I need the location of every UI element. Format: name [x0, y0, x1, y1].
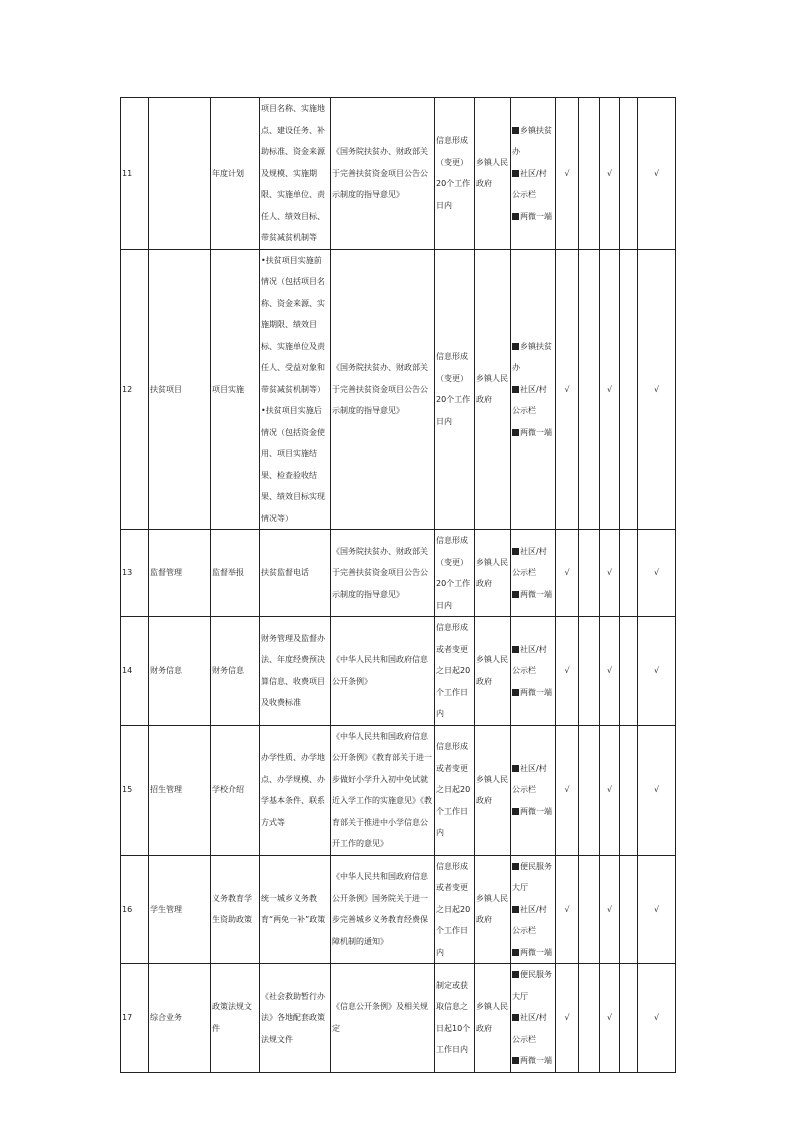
disclosure-subject: 乡镇人民政府 [475, 530, 511, 617]
square-bullet-icon [512, 386, 519, 393]
category-secondary: 项目实施 [211, 249, 260, 530]
category-primary: 综合业务 [149, 964, 211, 1073]
category-secondary: 监督举报 [211, 530, 260, 617]
channel-item: 社区/村公示栏 [512, 168, 547, 199]
channel-item: 两微一端 [512, 206, 554, 228]
check-cell: √ [556, 855, 579, 964]
check-cell [579, 530, 600, 617]
disclosure-basis: 《国务院扶贫办、财政部关于完善扶贫资金项目公告公示制度的指导意见》 [331, 249, 435, 530]
square-bullet-icon [512, 808, 519, 815]
disclosure-basis: 《中华人民共和国政府信息公开条例》 [331, 617, 435, 726]
disclosure-subject: 乡镇人民政府 [475, 249, 511, 530]
disclosure-channel [511, 725, 556, 855]
check-cell: √ [600, 249, 620, 530]
channel-item: 两微一端 [512, 801, 554, 823]
disclosure-subject: 乡镇人民政府 [475, 964, 511, 1073]
check-cell: √ [556, 964, 579, 1073]
check-cell: √ [600, 530, 620, 617]
check-cell [620, 964, 638, 1073]
table-row [121, 530, 676, 617]
category-primary: 扶贫项目 [149, 249, 211, 530]
check-cell [579, 964, 600, 1073]
table-row [121, 98, 676, 250]
check-cell [620, 98, 638, 250]
category-secondary: 政策法规文件 [211, 964, 260, 1073]
check-cell: √ [600, 964, 620, 1073]
check-cell: √ [638, 530, 676, 617]
disclosure-content: 统一城乡义务教育“两免一补”政策 [260, 855, 331, 964]
check-cell: √ [556, 249, 579, 530]
disclosure-basis: 《信息公开条例》及相关规定 [331, 964, 435, 1073]
square-bullet-icon [512, 949, 519, 956]
square-bullet-icon [512, 863, 519, 870]
square-bullet-icon [512, 213, 519, 220]
table-row [121, 617, 676, 726]
square-bullet-icon [512, 646, 519, 653]
disclosure-basis: 《国务院扶贫办、财政部关于完善扶贫资金项目公告公示制度的指导意见》 [331, 530, 435, 617]
square-bullet-icon [512, 343, 519, 350]
row-number: 14 [121, 617, 149, 726]
check-cell [579, 725, 600, 855]
disclosure-channel [511, 855, 556, 964]
disclosure-channel [511, 249, 556, 530]
category-secondary: 义务教育学生资助政策 [211, 855, 260, 964]
channel-item: 便民服务大厅 [512, 861, 552, 892]
channel-item: 两微一端 [512, 422, 554, 444]
channel-item: 两微一端 [512, 584, 554, 606]
row-number: 12 [121, 249, 149, 530]
channel-item: 两微一端 [512, 942, 554, 964]
table-row [121, 249, 676, 530]
row-number: 11 [121, 98, 149, 250]
square-bullet-icon [512, 548, 519, 555]
channel-item: 社区/村公示栏 [512, 546, 547, 578]
check-cell: √ [556, 617, 579, 726]
category-primary: 财务信息 [149, 617, 211, 726]
channel-item: 社区/村公示栏 [512, 644, 547, 675]
square-bullet-icon [512, 429, 519, 436]
check-cell: √ [638, 855, 676, 964]
table-row [121, 964, 676, 1073]
check-cell: √ [556, 530, 579, 617]
square-bullet-icon [512, 170, 519, 177]
channel-item: 乡镇扶贫办 [512, 125, 552, 156]
square-bullet-icon [512, 765, 519, 772]
check-cell: √ [600, 725, 620, 855]
check-cell: √ [556, 725, 579, 855]
disclosure-subject: 乡镇人民政府 [475, 617, 511, 726]
check-cell: √ [638, 964, 676, 1073]
disclosure-time: 信息形成（变更）20个工作日内 [435, 249, 475, 530]
check-cell [579, 855, 600, 964]
check-cell: √ [600, 855, 620, 964]
check-cell [620, 855, 638, 964]
check-cell: √ [600, 617, 620, 726]
check-cell: √ [638, 725, 676, 855]
disclosure-channel [511, 964, 556, 1073]
disclosure-content: 项目名称、实施地点、建设任务、补助标准、资金来源及规模、实施期限、实施单位、责任人、绩效目标、带贫减贫机制等 [260, 98, 331, 250]
category-secondary: 年度计划 [211, 98, 260, 250]
table-row [121, 855, 676, 964]
disclosure-content: 办学性质、办学地点、办学规模、办学基本条件、联系方式等 [260, 725, 331, 855]
category-primary: 学生管理 [149, 855, 211, 964]
category-secondary: 学校介绍 [211, 725, 260, 855]
disclosure-channel [511, 530, 556, 617]
check-cell [620, 617, 638, 726]
check-cell [579, 249, 600, 530]
channel-item: 两微一端 [512, 1050, 554, 1072]
disclosure-subject: 乡镇人民政府 [475, 725, 511, 855]
check-cell [620, 725, 638, 855]
disclosure-content: 《社会救助暂行办法》各地配套政策法规文件 [260, 964, 331, 1073]
check-cell [620, 530, 638, 617]
check-cell: √ [638, 249, 676, 530]
row-number: 16 [121, 855, 149, 964]
disclosure-time: 信息形成或者变更之日起20个工作日内 [435, 725, 475, 855]
square-bullet-icon [512, 906, 519, 913]
check-cell [620, 249, 638, 530]
disclosure-table [120, 97, 676, 1073]
channel-item: 社区/村公示栏 [512, 1013, 547, 1044]
disclosure-basis: 《中华人民共和国政府信息公开条例》《教育部关于进一步做好小学升入初中免试就近入学工作的实施意见》《教育部关于推进中小学信息公开工作的意见》 [331, 725, 435, 855]
disclosure-time: 信息形成或者变更之日起20个工作日内 [435, 617, 475, 726]
square-bullet-icon [512, 971, 519, 978]
disclosure-basis: 《国务院扶贫办、财政部关于完善扶贫资金项目公告公示制度的指导意见》 [331, 98, 435, 250]
row-number: 15 [121, 725, 149, 855]
disclosure-subject: 乡镇人民政府 [475, 98, 511, 250]
disclosure-basis: 《中华人民共和国政府信息公开条例》国务院关于进一步完善城乡义务教育经费保障机制的通知》 [331, 855, 435, 964]
disclosure-time: 信息形成（变更）20个工作日内 [435, 530, 475, 617]
check-cell: √ [638, 98, 676, 250]
disclosure-channel [511, 98, 556, 250]
disclosure-content: 财务管理及监督办法、年度经费预决算信息、收费项目及收费标准 [260, 617, 331, 726]
disclosure-time: 信息形成或者变更之日起20个工作日内 [435, 855, 475, 964]
category-primary: 监督管理 [149, 530, 211, 617]
check-cell [579, 98, 600, 250]
channel-item: 乡镇扶贫办 [512, 341, 552, 372]
square-bullet-icon [512, 1014, 519, 1021]
category-primary [149, 98, 211, 250]
row-number: 13 [121, 530, 149, 617]
category-secondary: 财务信息 [211, 617, 260, 726]
disclosure-subject: 乡镇人民政府 [475, 855, 511, 964]
category-primary: 招生管理 [149, 725, 211, 855]
disclosure-time: 制定或获取信息之日起10个工作日内 [435, 964, 475, 1073]
square-bullet-icon [512, 591, 519, 598]
disclosure-time: 信息形成（变更）20个工作日内 [435, 98, 475, 250]
disclosure-content: •扶贫项目实施前情况（包括项目名称、资金来源、实施期限、绩效目标、实施单位及责任人、受益对象和带贫减贫机制等）•扶贫项目实施后情况（包括资金使用、项目实施结果、检查验收结果、绩效目标实现情况等） [260, 249, 331, 530]
square-bullet-icon [512, 689, 519, 696]
channel-item: 两微一端 [512, 682, 554, 704]
disclosure-channel [511, 617, 556, 726]
table-row [121, 725, 676, 855]
channel-item: 社区/村公示栏 [512, 904, 547, 935]
square-bullet-icon [512, 1057, 519, 1064]
channel-item: 便民服务大厅 [512, 970, 552, 1001]
channel-item: 社区/村公示栏 [512, 763, 547, 795]
check-cell: √ [600, 98, 620, 250]
disclosure-content: 扶贫监督电话 [260, 530, 331, 617]
check-cell: √ [638, 617, 676, 726]
channel-item: 社区/村公示栏 [512, 384, 547, 415]
check-cell: √ [556, 98, 579, 250]
row-number: 17 [121, 964, 149, 1073]
square-bullet-icon [512, 127, 519, 134]
check-cell [579, 617, 600, 726]
